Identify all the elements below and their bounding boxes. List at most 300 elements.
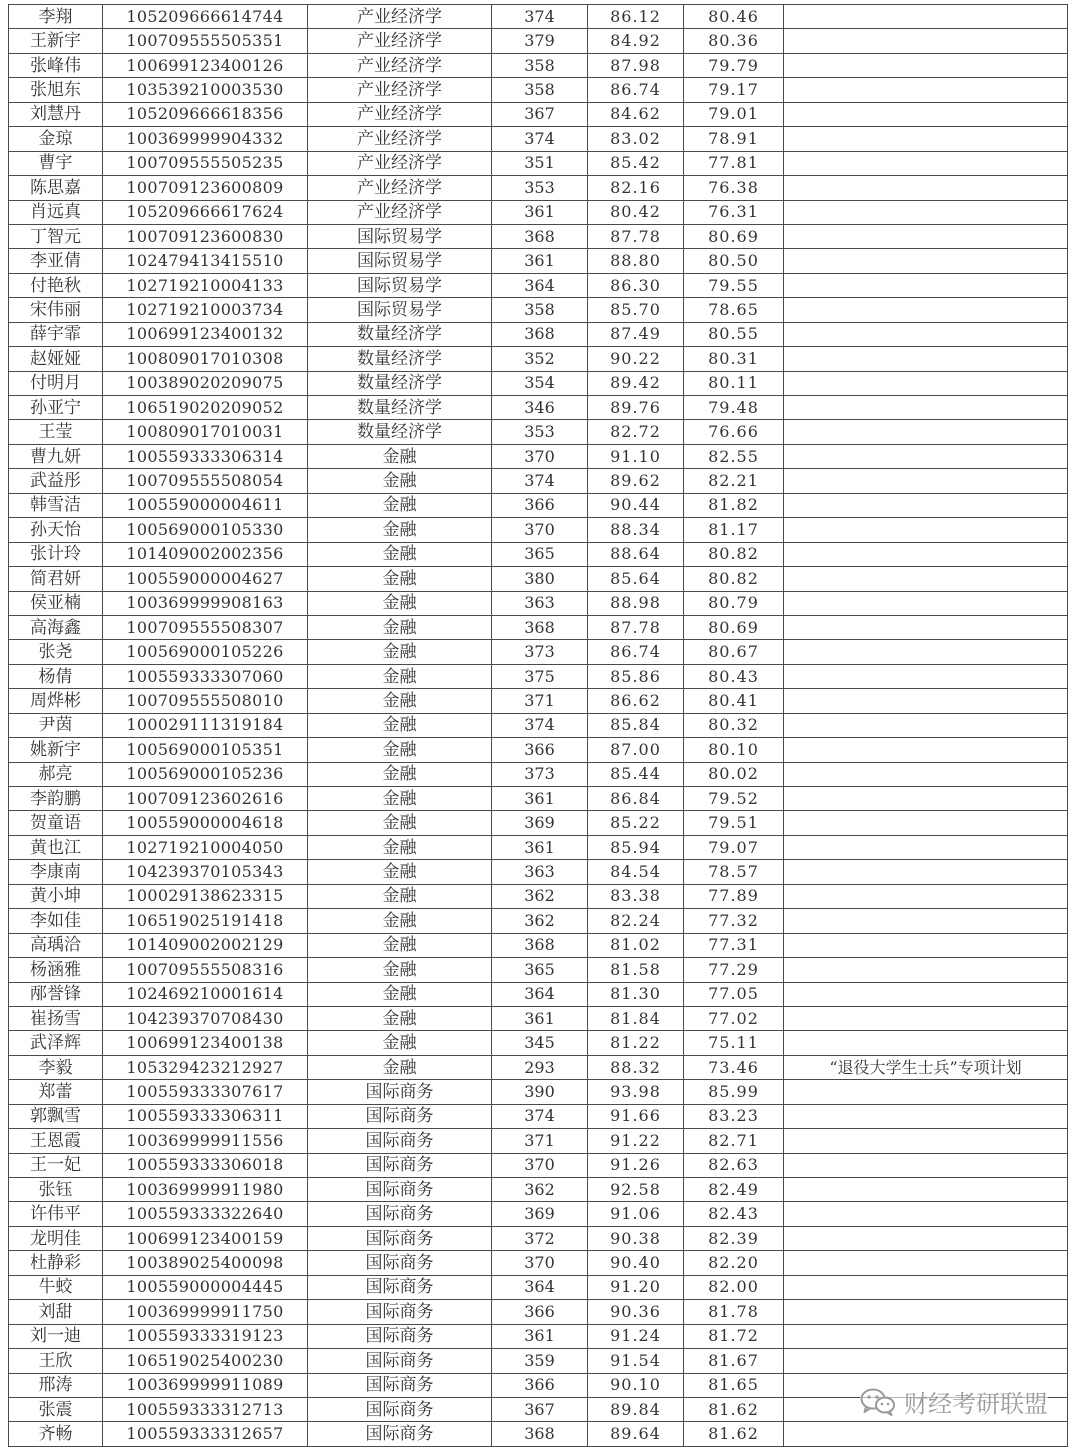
remark-cell: [784, 982, 1068, 1006]
initial-score-cell: 380: [492, 567, 588, 591]
exam-number-cell: 100559000004611: [103, 493, 308, 517]
remark-cell: [784, 1104, 1068, 1128]
retest-score-cell: 85.94: [588, 835, 684, 859]
table-row: [9, 1104, 1068, 1128]
retest-score-cell: 81.02: [588, 933, 684, 957]
total-score-cell: 80.11: [684, 371, 784, 395]
major-cell: 数量经济学: [308, 322, 492, 346]
major-cell: 金融: [308, 640, 492, 664]
exam-number-cell: 100369999911980: [103, 1178, 308, 1202]
retest-score-cell: 85.86: [588, 664, 684, 688]
major-cell: 金融: [308, 567, 492, 591]
remark-cell: [784, 518, 1068, 542]
table-row: [9, 909, 1068, 933]
total-score-cell: 79.07: [684, 835, 784, 859]
initial-score-cell: 390: [492, 1080, 588, 1104]
remark-cell: [784, 200, 1068, 224]
remark-cell: [784, 762, 1068, 786]
table-row: [9, 738, 1068, 762]
initial-score-cell: 359: [492, 1349, 588, 1373]
remark-cell: [784, 811, 1068, 835]
initial-score-cell: 364: [492, 982, 588, 1006]
major-cell: 金融: [308, 444, 492, 468]
student-name-cell: 许伟平: [9, 1202, 103, 1226]
table-row: [9, 102, 1068, 126]
major-cell: 国际贸易学: [308, 249, 492, 273]
major-cell: 国际商务: [308, 1129, 492, 1153]
exam-number-cell: 100699123400138: [103, 1031, 308, 1055]
student-name-cell: 付明月: [9, 371, 103, 395]
major-cell: 产业经济学: [308, 53, 492, 77]
total-score-cell: 85.99: [684, 1080, 784, 1104]
table-row: [9, 127, 1068, 151]
remark-cell: [784, 738, 1068, 762]
table-row: [9, 787, 1068, 811]
table-row: [9, 396, 1068, 420]
initial-score-cell: 345: [492, 1031, 588, 1055]
total-score-cell: 80.69: [684, 615, 784, 639]
retest-score-cell: 82.72: [588, 420, 684, 444]
initial-score-cell: 372: [492, 1226, 588, 1250]
exam-number-cell: 100559333306314: [103, 444, 308, 468]
student-name-cell: 孙天怡: [9, 518, 103, 542]
initial-score-cell: 365: [492, 542, 588, 566]
exam-number-cell: 100709555505351: [103, 29, 308, 53]
initial-score-cell: 353: [492, 420, 588, 444]
table-row: [9, 689, 1068, 713]
remark-cell: [784, 273, 1068, 297]
retest-score-cell: 89.76: [588, 396, 684, 420]
major-cell: 国际贸易学: [308, 224, 492, 248]
total-score-cell: 82.55: [684, 444, 784, 468]
table-row: [9, 78, 1068, 102]
total-score-cell: 80.32: [684, 713, 784, 737]
remark-cell: [784, 396, 1068, 420]
initial-score-cell: 371: [492, 1129, 588, 1153]
student-name-cell: 崔扬雪: [9, 1006, 103, 1030]
initial-score-cell: 362: [492, 1178, 588, 1202]
remark-cell: [784, 664, 1068, 688]
wechat-icon: [860, 1388, 896, 1416]
exam-number-cell: 100559333306018: [103, 1153, 308, 1177]
student-name-cell: 王恩霞: [9, 1129, 103, 1153]
exam-number-cell: 100709555508054: [103, 469, 308, 493]
total-score-cell: 80.82: [684, 567, 784, 591]
remark-cell: [784, 371, 1068, 395]
student-name-cell: 金琼: [9, 127, 103, 151]
table-row: [9, 1006, 1068, 1030]
initial-score-cell: 361: [492, 835, 588, 859]
exam-number-cell: 100709555508010: [103, 689, 308, 713]
table-row: [9, 1178, 1068, 1202]
total-score-cell: 80.31: [684, 347, 784, 371]
retest-score-cell: 88.80: [588, 249, 684, 273]
major-cell: 国际商务: [308, 1226, 492, 1250]
remark-cell: [784, 1226, 1068, 1250]
retest-score-cell: 86.74: [588, 640, 684, 664]
student-name-cell: 黄小坤: [9, 884, 103, 908]
student-name-cell: 韩雪洁: [9, 493, 103, 517]
admission-score-table: [8, 4, 1068, 1447]
major-cell: 产业经济学: [308, 78, 492, 102]
remark-cell: [784, 1129, 1068, 1153]
exam-number-cell: 100569000105226: [103, 640, 308, 664]
retest-score-cell: 85.64: [588, 567, 684, 591]
total-score-cell: 81.67: [684, 1349, 784, 1373]
remark-cell: [784, 78, 1068, 102]
exam-number-cell: 100709555508307: [103, 615, 308, 639]
total-score-cell: 80.36: [684, 29, 784, 53]
remark-cell: [784, 1324, 1068, 1348]
remark-cell: [784, 1080, 1068, 1104]
exam-number-cell: 100369999911556: [103, 1129, 308, 1153]
major-cell: 金融: [308, 493, 492, 517]
major-cell: 金融: [308, 615, 492, 639]
total-score-cell: 80.69: [684, 224, 784, 248]
initial-score-cell: 374: [492, 1104, 588, 1128]
total-score-cell: 79.17: [684, 78, 784, 102]
retest-score-cell: 90.44: [588, 493, 684, 517]
student-name-cell: 高瑀洽: [9, 933, 103, 957]
table-row: [9, 29, 1068, 53]
table-row: [9, 224, 1068, 248]
total-score-cell: 76.38: [684, 176, 784, 200]
total-score-cell: 77.05: [684, 982, 784, 1006]
student-name-cell: 杜静彩: [9, 1251, 103, 1275]
exam-number-cell: 100709123600830: [103, 224, 308, 248]
total-score-cell: 79.51: [684, 811, 784, 835]
table-row: [9, 200, 1068, 224]
remark-cell: [784, 127, 1068, 151]
remark-cell: [784, 444, 1068, 468]
retest-score-cell: 93.98: [588, 1080, 684, 1104]
remark-cell: “退役大学生士兵”专项计划: [784, 1055, 1068, 1079]
total-score-cell: 82.00: [684, 1275, 784, 1299]
initial-score-cell: 368: [492, 224, 588, 248]
table-row: [9, 982, 1068, 1006]
initial-score-cell: 375: [492, 664, 588, 688]
remark-cell: [784, 958, 1068, 982]
table-row: [9, 1080, 1068, 1104]
remark-cell: [784, 1153, 1068, 1177]
retest-score-cell: 90.36: [588, 1300, 684, 1324]
student-name-cell: 孙亚宁: [9, 396, 103, 420]
table-row: [9, 444, 1068, 468]
table-row: [9, 1129, 1068, 1153]
retest-score-cell: 85.44: [588, 762, 684, 786]
student-name-cell: 张旭东: [9, 78, 103, 102]
student-name-cell: 王莹: [9, 420, 103, 444]
exam-number-cell: 105209666618356: [103, 102, 308, 126]
exam-number-cell: 100369999908163: [103, 591, 308, 615]
exam-number-cell: 102469210001614: [103, 982, 308, 1006]
initial-score-cell: 361: [492, 200, 588, 224]
student-name-cell: 王新宇: [9, 29, 103, 53]
exam-number-cell: 100709123602616: [103, 787, 308, 811]
exam-number-cell: 100559333306311: [103, 1104, 308, 1128]
initial-score-cell: 361: [492, 787, 588, 811]
total-score-cell: 81.62: [684, 1422, 784, 1446]
student-name-cell: 李亚倩: [9, 249, 103, 273]
major-cell: 国际商务: [308, 1080, 492, 1104]
remark-cell: [784, 1275, 1068, 1299]
table-row: [9, 542, 1068, 566]
major-cell: 金融: [308, 811, 492, 835]
table-row: [9, 1275, 1068, 1299]
table-row: [9, 1202, 1068, 1226]
table-row: [9, 884, 1068, 908]
major-cell: 产业经济学: [308, 29, 492, 53]
remark-cell: [784, 689, 1068, 713]
remark-cell: [784, 787, 1068, 811]
student-name-cell: 武益彤: [9, 469, 103, 493]
total-score-cell: 81.65: [684, 1373, 784, 1397]
retest-score-cell: 82.16: [588, 176, 684, 200]
initial-score-cell: 368: [492, 322, 588, 346]
major-cell: 数量经济学: [308, 371, 492, 395]
exam-number-cell: 102719210004133: [103, 273, 308, 297]
retest-score-cell: 86.74: [588, 78, 684, 102]
major-cell: 金融: [308, 518, 492, 542]
initial-score-cell: 363: [492, 591, 588, 615]
major-cell: 金融: [308, 713, 492, 737]
major-cell: 金融: [308, 909, 492, 933]
retest-score-cell: 91.66: [588, 1104, 684, 1128]
major-cell: 金融: [308, 664, 492, 688]
student-name-cell: 郭飘雪: [9, 1104, 103, 1128]
exam-number-cell: 100559333307617: [103, 1080, 308, 1104]
student-name-cell: 贺童语: [9, 811, 103, 835]
exam-number-cell: 100389020209075: [103, 371, 308, 395]
student-name-cell: 郝亮: [9, 762, 103, 786]
retest-score-cell: 89.64: [588, 1422, 684, 1446]
remark-cell: [784, 884, 1068, 908]
retest-score-cell: 90.10: [588, 1373, 684, 1397]
retest-score-cell: 90.38: [588, 1226, 684, 1250]
exam-number-cell: 105209666614744: [103, 5, 308, 29]
exam-number-cell: 100559000004618: [103, 811, 308, 835]
student-name-cell: 黄也江: [9, 835, 103, 859]
initial-score-cell: 362: [492, 909, 588, 933]
remark-cell: [784, 151, 1068, 175]
total-score-cell: 80.82: [684, 542, 784, 566]
major-cell: 金融: [308, 1006, 492, 1030]
retest-score-cell: 81.58: [588, 958, 684, 982]
initial-score-cell: 352: [492, 347, 588, 371]
exam-number-cell: 100559333322640: [103, 1202, 308, 1226]
major-cell: 金融: [308, 542, 492, 566]
retest-score-cell: 89.42: [588, 371, 684, 395]
remark-cell: [784, 102, 1068, 126]
major-cell: 产业经济学: [308, 200, 492, 224]
table-row: [9, 591, 1068, 615]
initial-score-cell: 354: [492, 371, 588, 395]
retest-score-cell: 80.42: [588, 200, 684, 224]
student-name-cell: 侯亚楠: [9, 591, 103, 615]
total-score-cell: 78.91: [684, 127, 784, 151]
student-name-cell: 李毅: [9, 1055, 103, 1079]
total-score-cell: 75.11: [684, 1031, 784, 1055]
exam-number-cell: 100569000105330: [103, 518, 308, 542]
student-name-cell: 张计玲: [9, 542, 103, 566]
retest-score-cell: 81.30: [588, 982, 684, 1006]
table-row: [9, 567, 1068, 591]
table-row: [9, 615, 1068, 639]
retest-score-cell: 81.22: [588, 1031, 684, 1055]
remark-cell: [784, 591, 1068, 615]
major-cell: 金融: [308, 787, 492, 811]
major-cell: 金融: [308, 1055, 492, 1079]
exam-number-cell: 106519025400230: [103, 1349, 308, 1373]
student-name-cell: 陈思嘉: [9, 176, 103, 200]
remark-cell: [784, 322, 1068, 346]
table-row: [9, 1349, 1068, 1373]
major-cell: 国际商务: [308, 1104, 492, 1128]
exam-number-cell: 100559333319123: [103, 1324, 308, 1348]
total-score-cell: 82.21: [684, 469, 784, 493]
initial-score-cell: 373: [492, 762, 588, 786]
retest-score-cell: 87.00: [588, 738, 684, 762]
table-row: [9, 518, 1068, 542]
major-cell: 产业经济学: [308, 102, 492, 126]
retest-score-cell: 92.58: [588, 1178, 684, 1202]
student-name-cell: 丁智元: [9, 224, 103, 248]
remark-cell: [784, 347, 1068, 371]
total-score-cell: 77.29: [684, 958, 784, 982]
table-row: [9, 664, 1068, 688]
total-score-cell: 82.71: [684, 1129, 784, 1153]
initial-score-cell: 374: [492, 469, 588, 493]
exam-number-cell: 100569000105236: [103, 762, 308, 786]
table-row: [9, 298, 1068, 322]
student-name-cell: 牛蛟: [9, 1275, 103, 1299]
retest-score-cell: 90.22: [588, 347, 684, 371]
total-score-cell: 83.23: [684, 1104, 784, 1128]
major-cell: 国际商务: [308, 1251, 492, 1275]
initial-score-cell: 361: [492, 1324, 588, 1348]
table-row: [9, 713, 1068, 737]
total-score-cell: 80.46: [684, 5, 784, 29]
total-score-cell: 81.82: [684, 493, 784, 517]
initial-score-cell: 366: [492, 1300, 588, 1324]
total-score-cell: 82.43: [684, 1202, 784, 1226]
major-cell: 金融: [308, 958, 492, 982]
total-score-cell: 81.17: [684, 518, 784, 542]
initial-score-cell: 366: [492, 1373, 588, 1397]
student-name-cell: 齐畅: [9, 1422, 103, 1446]
initial-score-cell: 366: [492, 738, 588, 762]
retest-score-cell: 84.54: [588, 860, 684, 884]
retest-score-cell: 91.26: [588, 1153, 684, 1177]
retest-score-cell: 91.10: [588, 444, 684, 468]
initial-score-cell: 358: [492, 78, 588, 102]
table-row: [9, 811, 1068, 835]
retest-score-cell: 86.84: [588, 787, 684, 811]
table-row: [9, 958, 1068, 982]
major-cell: 国际商务: [308, 1275, 492, 1299]
exam-number-cell: 100029111319184: [103, 713, 308, 737]
table-row: [9, 249, 1068, 273]
student-name-cell: 杨涵雅: [9, 958, 103, 982]
exam-number-cell: 100369999911089: [103, 1373, 308, 1397]
remark-cell: [784, 29, 1068, 53]
remark-cell: [784, 615, 1068, 639]
major-cell: 国际商务: [308, 1422, 492, 1446]
remark-cell: [784, 5, 1068, 29]
total-score-cell: 81.72: [684, 1324, 784, 1348]
major-cell: 金融: [308, 835, 492, 859]
table-row: [9, 151, 1068, 175]
remark-cell: [784, 1006, 1068, 1030]
total-score-cell: 78.65: [684, 298, 784, 322]
student-name-cell: 李康南: [9, 860, 103, 884]
exam-number-cell: 100699123400126: [103, 53, 308, 77]
exam-number-cell: 100569000105351: [103, 738, 308, 762]
major-cell: 金融: [308, 884, 492, 908]
initial-score-cell: 358: [492, 298, 588, 322]
exam-number-cell: 100809017010031: [103, 420, 308, 444]
retest-score-cell: 89.84: [588, 1397, 684, 1421]
total-score-cell: 81.62: [684, 1397, 784, 1421]
major-cell: 金融: [308, 1031, 492, 1055]
exam-number-cell: 100709555508316: [103, 958, 308, 982]
initial-score-cell: 370: [492, 1251, 588, 1275]
total-score-cell: 82.49: [684, 1178, 784, 1202]
major-cell: 国际商务: [308, 1349, 492, 1373]
major-cell: 国际商务: [308, 1300, 492, 1324]
total-score-cell: 80.02: [684, 762, 784, 786]
total-score-cell: 79.79: [684, 53, 784, 77]
student-name-cell: 刘慧丹: [9, 102, 103, 126]
retest-score-cell: 85.84: [588, 713, 684, 737]
initial-score-cell: 353: [492, 176, 588, 200]
exam-number-cell: 100029138623315: [103, 884, 308, 908]
total-score-cell: 77.32: [684, 909, 784, 933]
table-row: [9, 1422, 1068, 1446]
initial-score-cell: 368: [492, 933, 588, 957]
major-cell: 金融: [308, 591, 492, 615]
table-row: [9, 640, 1068, 664]
remark-cell: [784, 469, 1068, 493]
student-name-cell: 张尧: [9, 640, 103, 664]
student-name-cell: 周烨彬: [9, 689, 103, 713]
initial-score-cell: 293: [492, 1055, 588, 1079]
retest-score-cell: 91.22: [588, 1129, 684, 1153]
table-row: [9, 860, 1068, 884]
initial-score-cell: 364: [492, 273, 588, 297]
total-score-cell: 80.55: [684, 322, 784, 346]
exam-number-cell: 100699123400159: [103, 1226, 308, 1250]
student-name-cell: 刘甜: [9, 1300, 103, 1324]
major-cell: 国际商务: [308, 1153, 492, 1177]
initial-score-cell: 367: [492, 102, 588, 126]
retest-score-cell: 84.62: [588, 102, 684, 126]
exam-number-cell: 100559333312713: [103, 1397, 308, 1421]
remark-cell: [784, 1349, 1068, 1373]
major-cell: 金融: [308, 762, 492, 786]
remark-cell: [784, 1178, 1068, 1202]
initial-score-cell: 368: [492, 1422, 588, 1446]
initial-score-cell: 370: [492, 518, 588, 542]
exam-number-cell: 100559000004445: [103, 1275, 308, 1299]
total-score-cell: 77.81: [684, 151, 784, 175]
student-name-cell: 张峰伟: [9, 53, 103, 77]
exam-number-cell: 106519020209052: [103, 396, 308, 420]
student-name-cell: 刘一迪: [9, 1324, 103, 1348]
total-score-cell: 79.01: [684, 102, 784, 126]
retest-score-cell: 91.24: [588, 1324, 684, 1348]
retest-score-cell: 85.70: [588, 298, 684, 322]
